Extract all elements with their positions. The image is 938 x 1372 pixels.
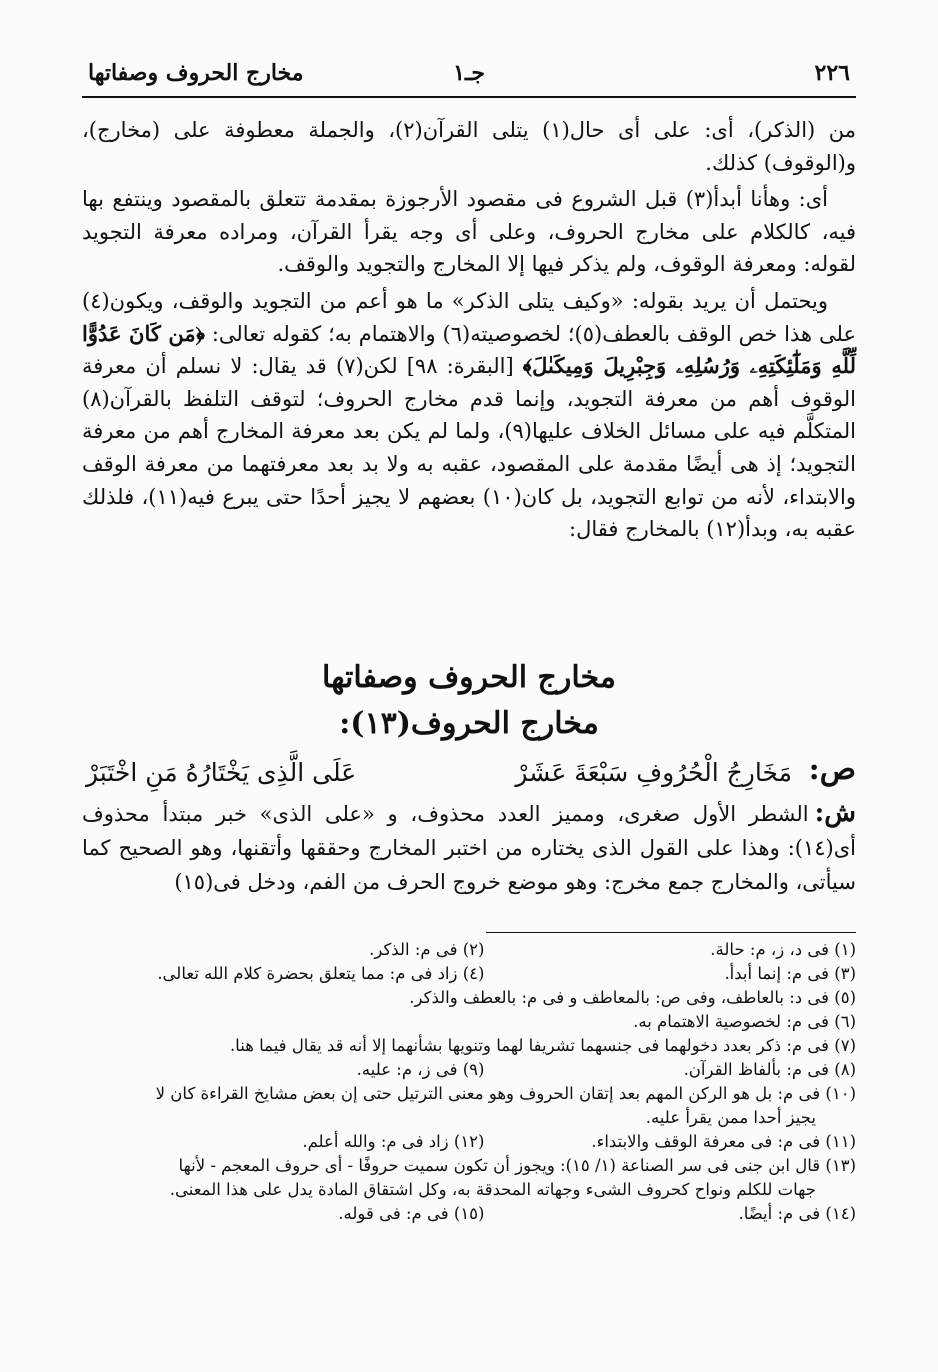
footnote-row xyxy=(82,938,856,962)
paragraph-3-rest: [البقرة: ٩٨] لكن(٧) قد يقال: لا نسلم أن معرفة الوقوف أهم من معرفة التجويد، وإنما قدم مخارج الحروف؛ لتوقف التلفظ بالقرآن(٨) المتكلَّم فيه على مسائل الخلاف عليها(٩)، ولما لم يكن بعد معرفة المخارج أهم من معرفة التجويد؛ إذ هى أيضًا مقدمة على المقصود، عقبه به ولا بد بعد معرفتهما من معرفة الوقف والابتداء، لأنه من توابع التجويد، بل كان(١٠) بعضهم لا يجيز أحدًا حتى يبرع فيه(١١)، فلذلك عقبه به، وبدأ(١٢) بالمخارج فقال: xyxy=(82,354,856,542)
verse-hemistich-2: عَلَى الَّذِى يَخْتَارُهُ مَنِ اخْتَبَرْ xyxy=(86,758,357,787)
footnote-5: (٥) فى د: بالعاطف، وفى ص: بالمعاطف و فى م: بالعطف والذكر. xyxy=(409,988,856,1007)
poem-verse xyxy=(82,752,856,796)
commentary-marker: ش: xyxy=(814,798,856,828)
paragraph-3-intro: ويحتمل أن يريد بقوله: «وكيف يتلى الذكر» ما هو أعم من التجويد والوقف، ويكون(٤) على هذا خص الوقف بالعطف(٥)؛ لخصوصيته(٦) والاهتمام به؛ كقوله تعالى: xyxy=(82,288,856,346)
quran-verse-quote: ﴿مَن كَانَ عَدُوًّا لِّلَّهِ وَمَلَٰٓئِكَتِهِۦ وَرُسُلِهِۦ وَجِبْرِيلَ وَمِيكَىٰلَ﴾ xyxy=(82,320,856,379)
footnote-row xyxy=(82,1130,856,1154)
footnote-13: (١٣) قال ابن جنى فى سر الصناعة (١/ ١٥): ويجوز أن تكون سميت حروفًا - أى حروف المعجم - لأنها xyxy=(178,1156,856,1175)
verse-hemistich-1: مَخَارِجُ الْحُرُوفِ سَبْعَةَ عَشَرْ xyxy=(515,758,792,787)
footnote-2: (٢) فى م: الذكر. xyxy=(369,940,485,959)
footnote-7: (٧) فى م: ذكر بعدد دخولهما فى جنسهما تشريفا لهما وتنويها بشأنهما إلا أنه قد يقال فيما هنا. xyxy=(229,1036,856,1055)
footnote-9: (٩) فى ز، م: عليه. xyxy=(356,1060,485,1079)
verse-marker: ص: xyxy=(808,752,856,787)
footnote-row xyxy=(82,1058,856,1082)
footnote-6: (٦) فى م: لخصوصية الاهتمام به. xyxy=(633,1012,856,1031)
subsection-heading: مخارج الحروف(١٣): xyxy=(339,706,599,741)
section-heading: مخارج الحروف وصفاتها xyxy=(322,660,616,695)
footnote-row xyxy=(82,1202,856,1226)
paragraph-3 xyxy=(82,285,856,546)
footnote-11: (١١) فى م: فى معرفة الوقف والابتداء. xyxy=(591,1132,856,1151)
main-text xyxy=(82,114,856,550)
footnote-row xyxy=(82,962,856,986)
footnote-13-continued: جهات للكلم ونواح كحروف الشىء وجهاته المحدقة به، وكل اشتقاق المادة يدل على هذا المعنى. xyxy=(169,1180,816,1199)
volume-label: جـ١ xyxy=(453,60,485,86)
commentary xyxy=(82,796,856,899)
paragraph-1: من (الذكر)، أى: على أى حال(١) يتلى القرآن(٢)، والجملة معطوفة على (مخارج)، و(الوقوف) كذلك. xyxy=(82,118,856,175)
commentary-text: الشطر الأول صغرى، ومميز العدد محذوف، و «على الذى» خبر مبتدأ محذوف أى(١٤): وهذا على القول الذى يختاره من اختبر المخارج وحققها وأتقنها، وهو الصحيح كما سيأتى، والمخارج جمع مخرج: وهو موضع خروج الحرف من الفم، ودخل فى(١٥) xyxy=(82,802,856,894)
footnotes xyxy=(82,938,856,1226)
page-header xyxy=(82,56,856,98)
page-number: ٢٢٦ xyxy=(814,60,850,86)
footnote-10: (١٠) فى م: بل هو الركن المهم بعد إتقان الحروف وهو معنى الترتيل حتى إن بعض مشايخ القراءة كان لا xyxy=(155,1084,856,1103)
footnote-15: (١٥) فى م: فى قوله. xyxy=(338,1204,485,1223)
footnote-10-continued: يجيز أحدا ممن يقرأ عليه. xyxy=(645,1108,816,1127)
footnote-8: (٨) فى م: بألفاظ القرآن. xyxy=(683,1060,856,1079)
paragraph-2: أى: وهأنا أبدأ(٣) قبل الشروع فى مقصود الأرجوزة بمقدمة تتعلق بالمقصود وينتفع بها فيه، كالكلام على مخارج الحروف، وعلى أى وجه يقرأ القرآن، ومراده معرفة التجويد لقوله: ومعرفة الوقوف، ولم يذكر فيها إلا المخارج والتجويد والوقف. xyxy=(82,187,856,277)
footnote-14: (١٤) فى م: أيضًا. xyxy=(738,1204,856,1223)
footnote-divider xyxy=(486,932,856,933)
running-title: مخارج الحروف وصفاتها xyxy=(88,60,304,86)
footnote-12: (١٢) زاد فى م: والله أعلم. xyxy=(302,1132,485,1151)
footnote-3: (٣) فى م: إنما أبدأ. xyxy=(724,964,856,983)
footnote-1: (١) فى د، ز، م: حالة. xyxy=(710,940,856,959)
footnote-4: (٤) زاد فى م: مما يتعلق بحضرة كلام الله تعالى. xyxy=(157,964,485,983)
